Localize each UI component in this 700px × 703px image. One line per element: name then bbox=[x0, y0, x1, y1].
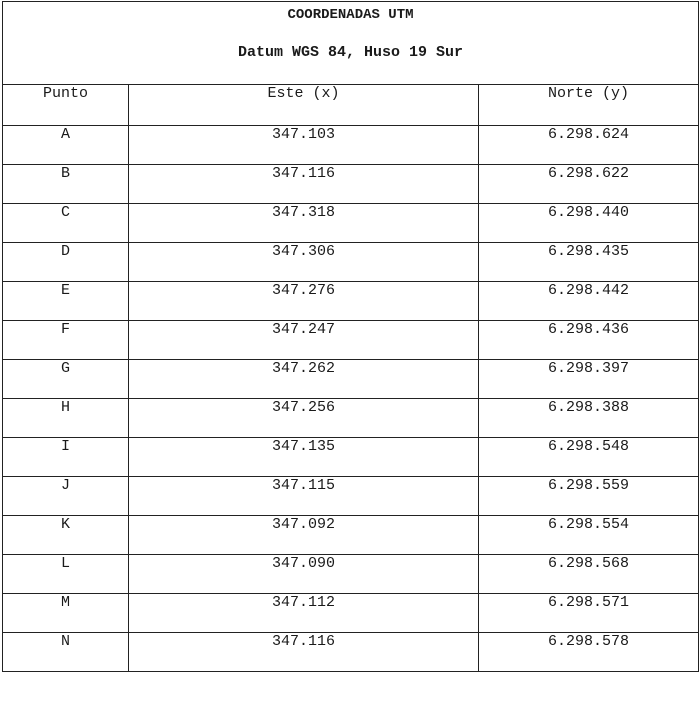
cell-punto: D bbox=[3, 243, 129, 282]
cell-norte: 6.298.622 bbox=[479, 165, 699, 204]
table-row bbox=[3, 321, 699, 360]
cell-norte: 6.298.571 bbox=[479, 594, 699, 633]
cell-este: 347.276 bbox=[129, 282, 479, 321]
header-norte: Norte (y) bbox=[479, 85, 699, 126]
table-row bbox=[3, 204, 699, 243]
cell-punto: J bbox=[3, 477, 129, 516]
cell-norte: 6.298.397 bbox=[479, 360, 699, 399]
cell-punto: F bbox=[3, 321, 129, 360]
cell-norte: 6.298.624 bbox=[479, 126, 699, 165]
table-subtitle: Datum WGS 84, Huso 19 Sur bbox=[237, 44, 464, 61]
table-row bbox=[3, 516, 699, 555]
cell-norte: 6.298.442 bbox=[479, 282, 699, 321]
cell-norte: 6.298.548 bbox=[479, 438, 699, 477]
cell-punto: H bbox=[3, 399, 129, 438]
cell-este: 347.135 bbox=[129, 438, 479, 477]
cell-norte: 6.298.440 bbox=[479, 204, 699, 243]
cell-punto: E bbox=[3, 282, 129, 321]
table-title: COORDENADAS UTM bbox=[287, 7, 414, 23]
cell-norte: 6.298.559 bbox=[479, 477, 699, 516]
table-body bbox=[3, 126, 699, 672]
table-row bbox=[3, 243, 699, 282]
cell-este: 347.112 bbox=[129, 594, 479, 633]
table-row bbox=[3, 165, 699, 204]
table-row bbox=[3, 399, 699, 438]
header-este: Este (x) bbox=[129, 85, 479, 126]
cell-este: 347.090 bbox=[129, 555, 479, 594]
table-row bbox=[3, 594, 699, 633]
utm-coordinates-table bbox=[2, 1, 699, 672]
cell-este: 347.092 bbox=[129, 516, 479, 555]
cell-punto: M bbox=[3, 594, 129, 633]
cell-punto: C bbox=[3, 204, 129, 243]
header-punto: Punto bbox=[3, 85, 129, 126]
title-cell bbox=[3, 2, 699, 85]
cell-este: 347.116 bbox=[129, 165, 479, 204]
cell-norte: 6.298.554 bbox=[479, 516, 699, 555]
cell-punto: A bbox=[3, 126, 129, 165]
table-row bbox=[3, 633, 699, 672]
cell-este: 347.115 bbox=[129, 477, 479, 516]
title-row bbox=[3, 2, 699, 85]
cell-norte: 6.298.388 bbox=[479, 399, 699, 438]
table-row bbox=[3, 282, 699, 321]
table-row bbox=[3, 126, 699, 165]
cell-este: 347.306 bbox=[129, 243, 479, 282]
header-row bbox=[3, 85, 699, 126]
cell-este: 347.247 bbox=[129, 321, 479, 360]
cell-este: 347.256 bbox=[129, 399, 479, 438]
table-row bbox=[3, 555, 699, 594]
cell-norte: 6.298.435 bbox=[479, 243, 699, 282]
cell-punto: N bbox=[3, 633, 129, 672]
cell-punto: I bbox=[3, 438, 129, 477]
cell-punto: B bbox=[3, 165, 129, 204]
cell-norte: 6.298.578 bbox=[479, 633, 699, 672]
cell-punto: L bbox=[3, 555, 129, 594]
cell-este: 347.318 bbox=[129, 204, 479, 243]
cell-punto: G bbox=[3, 360, 129, 399]
table-row bbox=[3, 438, 699, 477]
cell-este: 347.116 bbox=[129, 633, 479, 672]
table-row bbox=[3, 360, 699, 399]
cell-este: 347.103 bbox=[129, 126, 479, 165]
cell-norte: 6.298.568 bbox=[479, 555, 699, 594]
cell-norte: 6.298.436 bbox=[479, 321, 699, 360]
table-row bbox=[3, 477, 699, 516]
cell-este: 347.262 bbox=[129, 360, 479, 399]
cell-punto: K bbox=[3, 516, 129, 555]
